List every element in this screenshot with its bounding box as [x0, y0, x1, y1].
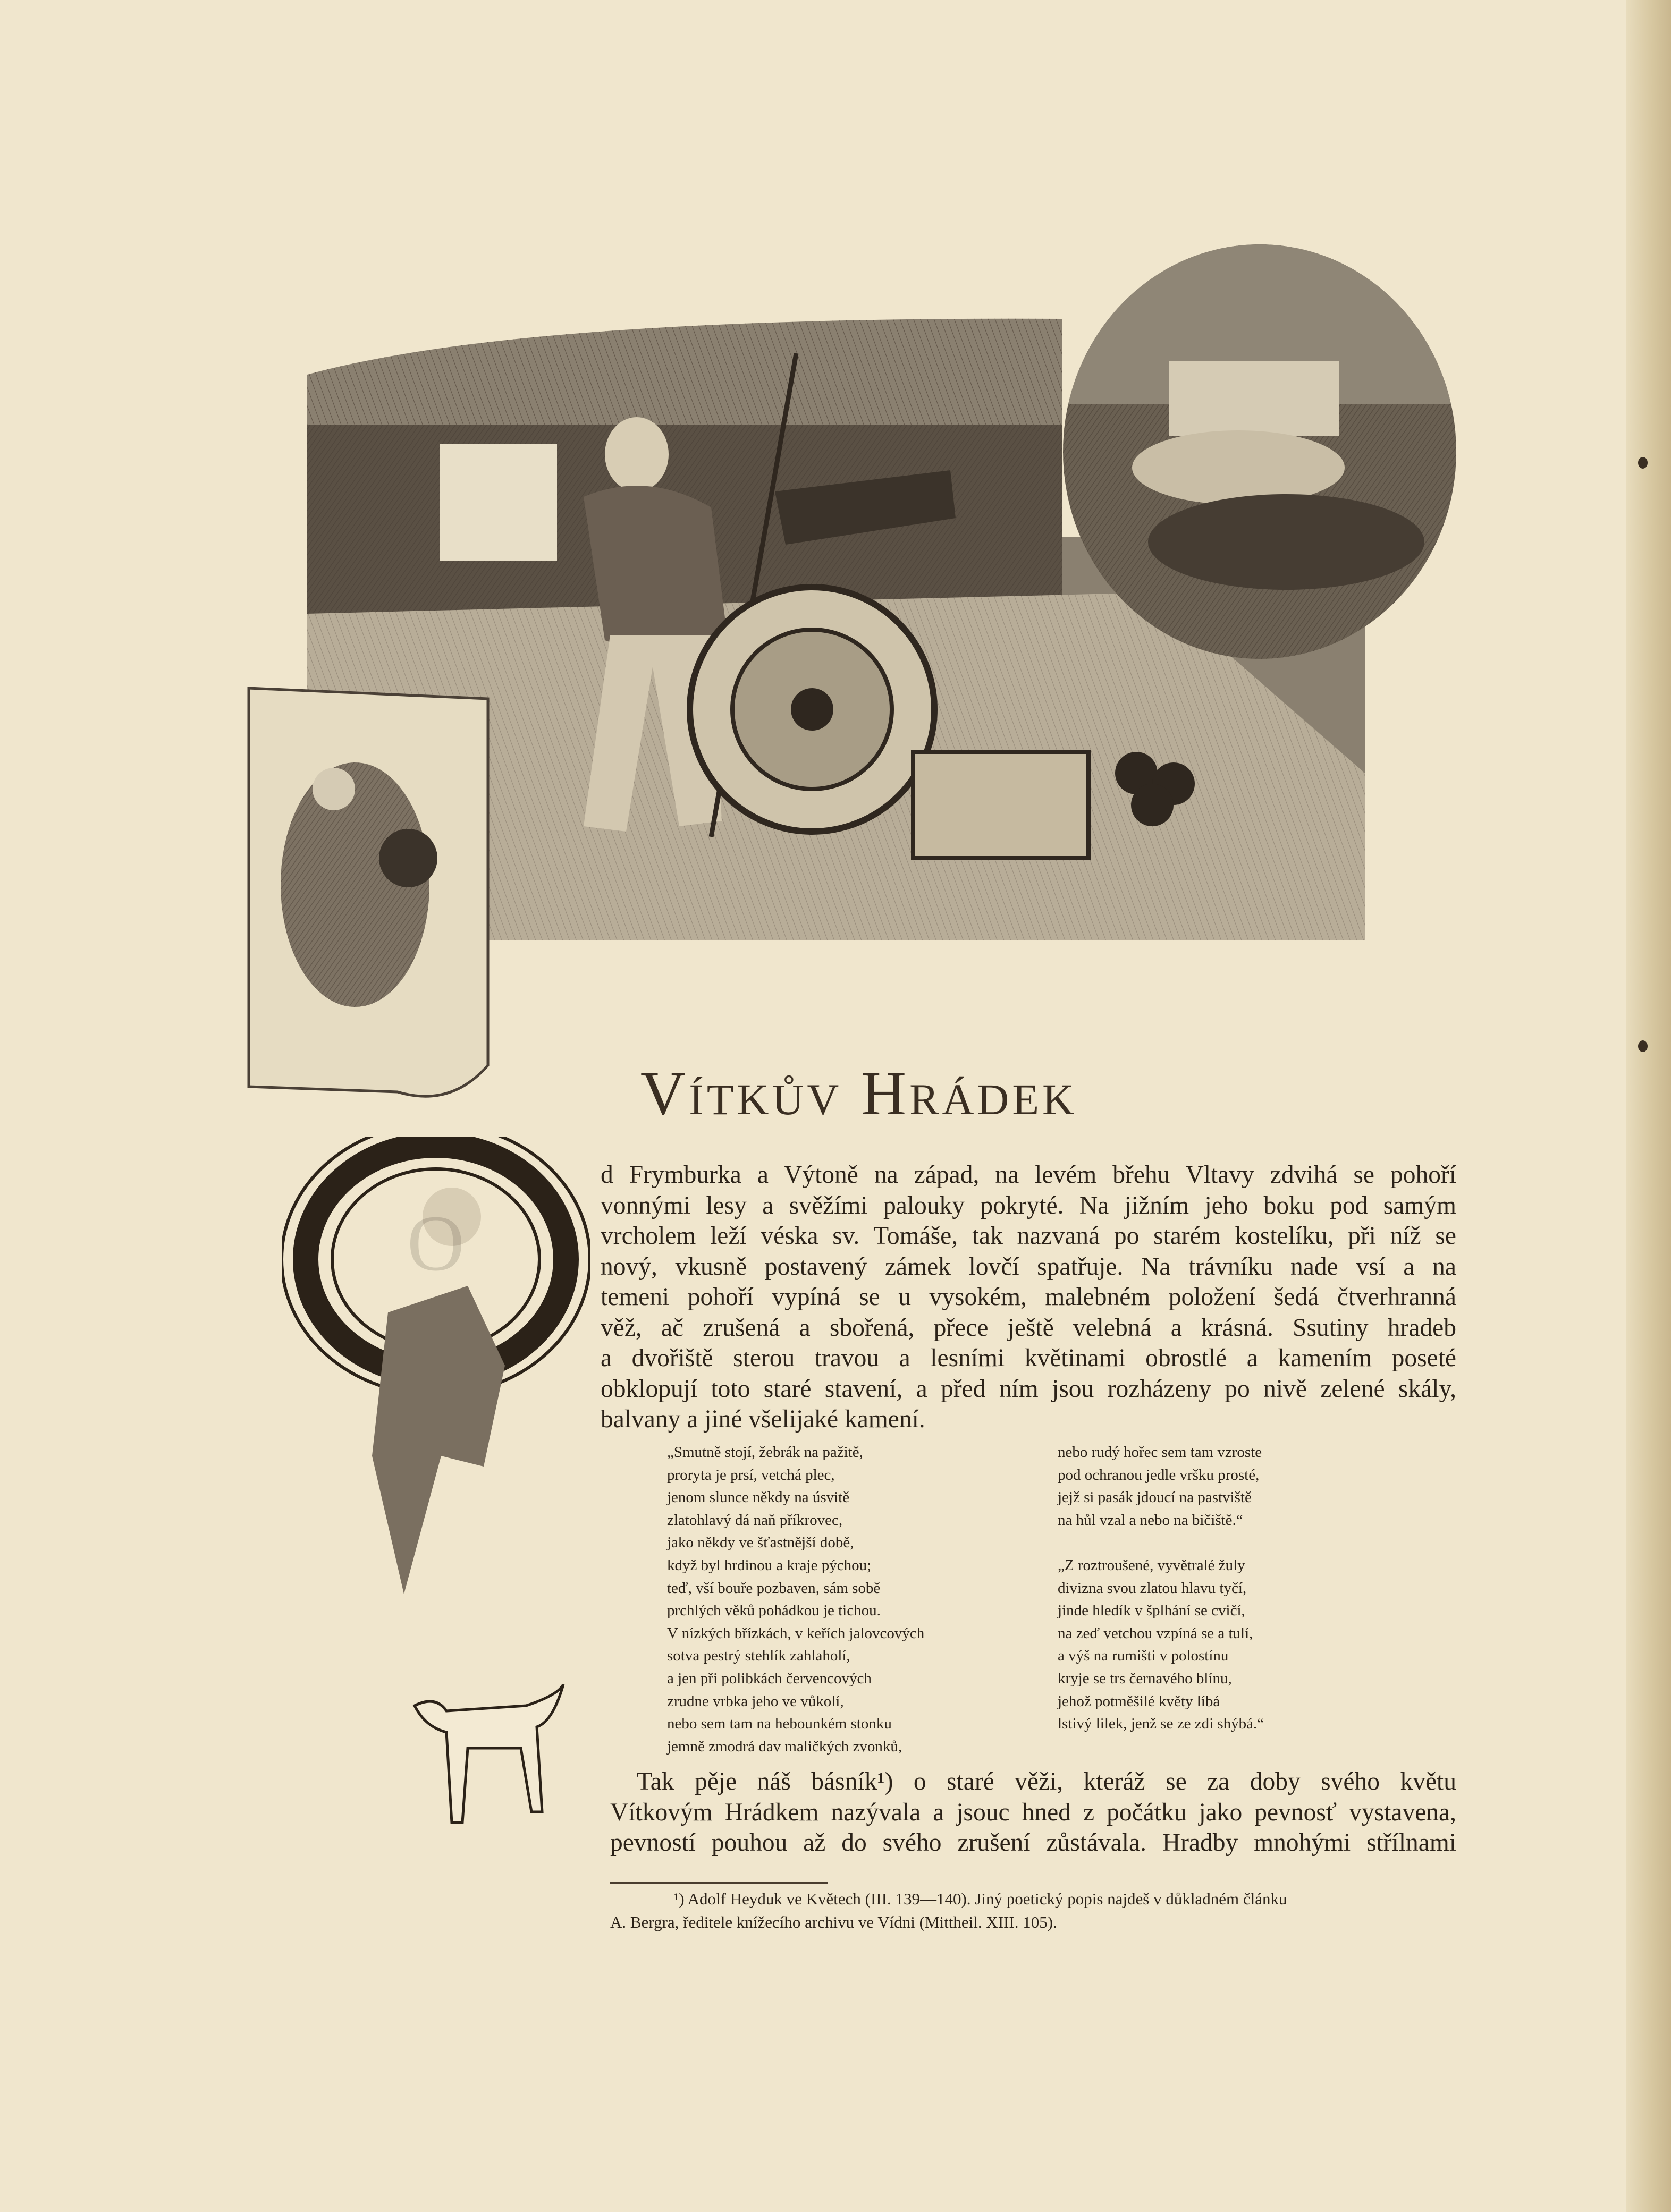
poem-line: jejž si pasák jdoucí na pastviště — [1058, 1489, 1252, 1506]
initial-o-rider — [282, 1137, 590, 1599]
poem-left-column — [667, 1441, 1007, 1758]
intro-line: temeni pohoří vypíná se u vysokém, malebném položení šedá čtverhranná — [601, 1283, 1456, 1311]
poem-line: a jen při polibkách červencových — [667, 1669, 872, 1687]
poem-line: kryje se trs černavého blínu, — [1058, 1669, 1232, 1687]
closing-paragraph — [610, 1767, 1456, 1859]
closing-line: Vítkovým Hrádkem nazývala a jsouc hned z počátku jako pevnosť vystavena, — [610, 1798, 1456, 1826]
footnote-line: ¹) Adolf Heyduk ve Květech (III. 139—140). Jiný poetický popis najdeš v důkladném článku — [674, 1889, 1287, 1908]
poem-line: jinde hledík v šplhání se cvičí, — [1058, 1602, 1245, 1620]
poem-line: nebo rudý hořec sem tam vzroste — [1058, 1444, 1262, 1461]
poem-line: nebo sem tam na hebounkém stonku — [667, 1715, 892, 1733]
poem-line: jenom slunce někdy na úsvitě — [667, 1489, 850, 1506]
intro-line: vonnými lesy a svěžími palouky pokryté. Na jižním jeho boku pod samým — [601, 1191, 1456, 1219]
footnote-line: A. Bergra, ředitele knížecího archivu ve Vídni (Mittheil. XIII. 105). — [610, 1913, 1057, 1931]
intro-line: vrcholem leží véska sv. Tomáše, tak nazvaná po starém kostelíku, při níž se — [601, 1222, 1456, 1250]
poem-line: a výš na rumišti v polostínu — [1058, 1647, 1229, 1665]
intro-line: věž, ač zrušená a sbořená, přece ještě velebná a krásná. Ssutiny hradeb — [601, 1313, 1456, 1342]
intro-line: nový, vkusně postavený zámek lovčí spatřuje. Na trávníku nade vsí a na — [601, 1252, 1456, 1281]
poem-line: zlatohlavý dá naň příkrovec, — [667, 1511, 843, 1529]
poem-line: jako někdy ve šťastnější době, — [667, 1534, 854, 1552]
engraving-circle-sleepers — [1063, 244, 1456, 659]
poem-line: divizna svou zlatou hlavu tyčí, — [1058, 1579, 1247, 1597]
engraving-scroll-couple — [238, 683, 509, 1108]
poem-line: jemně zmodrá dav maličkých zvonků, — [667, 1738, 902, 1755]
closing-line: Tak pěje náš básník¹) o staré věži, kteráž se za doby svého květu — [637, 1768, 1456, 1795]
footnote-rule — [610, 1882, 828, 1884]
poem-line: když byl hrdinou a kraje pýchou; — [667, 1556, 872, 1574]
poem-line: teď, vší bouře pozbaven, sám sobě — [667, 1579, 881, 1597]
poem-line: zrudne vrbka jeho ve vůkolí, — [667, 1692, 844, 1710]
binding-mark — [1638, 457, 1648, 469]
poem-line: na zeď vetchou vzpíná se a tulí, — [1058, 1624, 1253, 1642]
poem-line: pod ochranou jedle vršku prosté, — [1058, 1466, 1260, 1484]
intro-line: balvany a jiné všelijaké kamení. — [601, 1405, 925, 1433]
poem-line: lstivý lilek, jenž se ze zdi shýbá.“ — [1058, 1715, 1264, 1733]
page-title: Vítkův Hrádek — [640, 1058, 1077, 1128]
poem-right-column — [1058, 1441, 1387, 1735]
poem-line: na hůl vzal a nebo na bičiště.“ — [1058, 1511, 1243, 1529]
poem-line: „Z roztroušené, vyvětralé žuly — [1058, 1556, 1245, 1574]
poem-line: V nízkých břízkách, v keřích jalovcových — [667, 1624, 925, 1642]
footnote — [610, 1887, 1455, 1934]
poem-line: „Smutně stojí, žebrák na pažitě, — [667, 1444, 863, 1461]
poem-line: prchlých věků pohádkou je tichou. — [667, 1602, 881, 1620]
intro-line: d Frymburka a Výtoně na západ, na levém břehu Vltavy zdvihá se pohoří — [601, 1161, 1456, 1189]
binding-mark — [1638, 1040, 1648, 1052]
intro-line: a dvořiště sterou travou a lesními květinami obrostlé a kamením poseté — [601, 1344, 1456, 1372]
poem-line: sotva pestrý stehlík zahlaholí, — [667, 1647, 850, 1665]
intro-paragraph — [601, 1160, 1456, 1435]
poem-line: jehož potměšilé květy líbá — [1058, 1692, 1220, 1710]
adjacent-page-edge — [1626, 0, 1671, 2212]
stanza-gap — [1058, 1531, 1387, 1554]
closing-line: pevností pouhou až do svého zrušení zůstávala. Hradby mnohými střílnami — [610, 1829, 1456, 1857]
engraving-greyhound — [404, 1674, 574, 1833]
initial-letter: O — [407, 1199, 465, 1287]
poem-line: proryta je prsí, vetchá plec, — [667, 1466, 835, 1484]
intro-line: obklopují toto staré stavení, a před ním jsou rozházeny po nivě zelené skály, — [601, 1375, 1456, 1403]
